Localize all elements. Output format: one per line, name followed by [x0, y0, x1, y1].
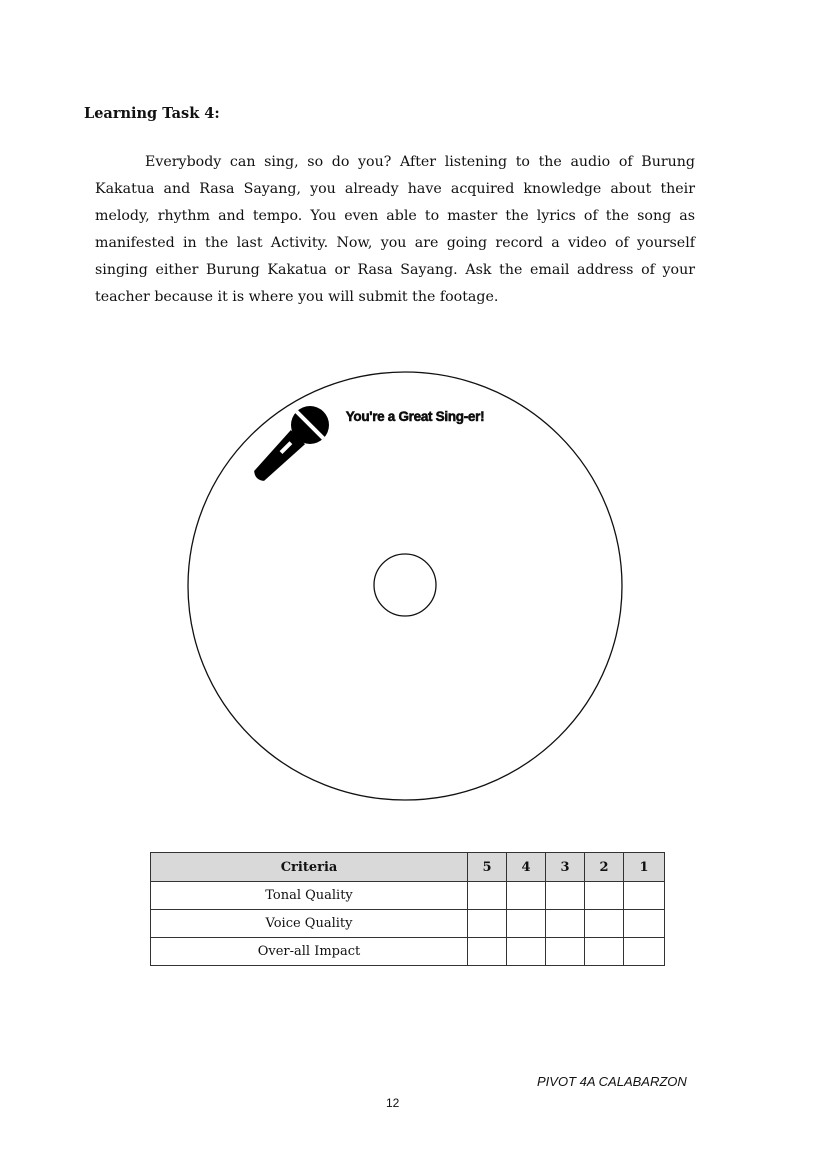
page-number: 12 [386, 1096, 400, 1110]
score-cell [585, 882, 624, 910]
header-criteria: Criteria [151, 853, 468, 882]
table-row [151, 910, 665, 938]
header-score-5: 5 [468, 853, 507, 882]
microphone-icon [244, 398, 337, 491]
footer-brand: PIVOT 4A CALABARZON [537, 1074, 687, 1089]
header-score-1: 1 [624, 853, 665, 882]
score-cell [585, 938, 624, 966]
task-heading: Learning Task 4: [84, 105, 220, 122]
disc-center-hole [374, 554, 436, 616]
score-cell [624, 910, 665, 938]
table-row [151, 882, 665, 910]
score-cell [624, 882, 665, 910]
score-cell [546, 882, 585, 910]
criteria-cell: Voice Quality [151, 910, 468, 938]
score-cell [624, 938, 665, 966]
score-cell [546, 938, 585, 966]
score-cell [468, 910, 507, 938]
score-cell [507, 882, 546, 910]
header-score-3: 3 [546, 853, 585, 882]
instructions-text: Everybody can sing, so do you? After listening to the audio of Burung Kakatua and Rasa Sayang, you already have acquired knowledge about their melody, rhythm and tempo. You even able to master the lyrics of the song as manifested in the last Activity. Now, you are going record a video of yourself singing either Burung Kakatua or Rasa Sayang. Ask the email address of your teacher because it is where you will submit the footage. [95, 154, 695, 305]
score-cell [468, 882, 507, 910]
disc-outer-ring [188, 372, 622, 800]
score-cell [546, 910, 585, 938]
criteria-cell: Tonal Quality [151, 882, 468, 910]
disc-title: You're a Great Sing-er! [345, 409, 485, 424]
rubric-table [150, 852, 665, 966]
header-score-4: 4 [507, 853, 546, 882]
score-cell [507, 938, 546, 966]
score-cell [585, 910, 624, 938]
criteria-cell: Over-all Impact [151, 938, 468, 966]
header-score-2: 2 [585, 853, 624, 882]
score-cell [468, 938, 507, 966]
table-row [151, 938, 665, 966]
rubric-header-row [151, 853, 665, 882]
score-cell [507, 910, 546, 938]
